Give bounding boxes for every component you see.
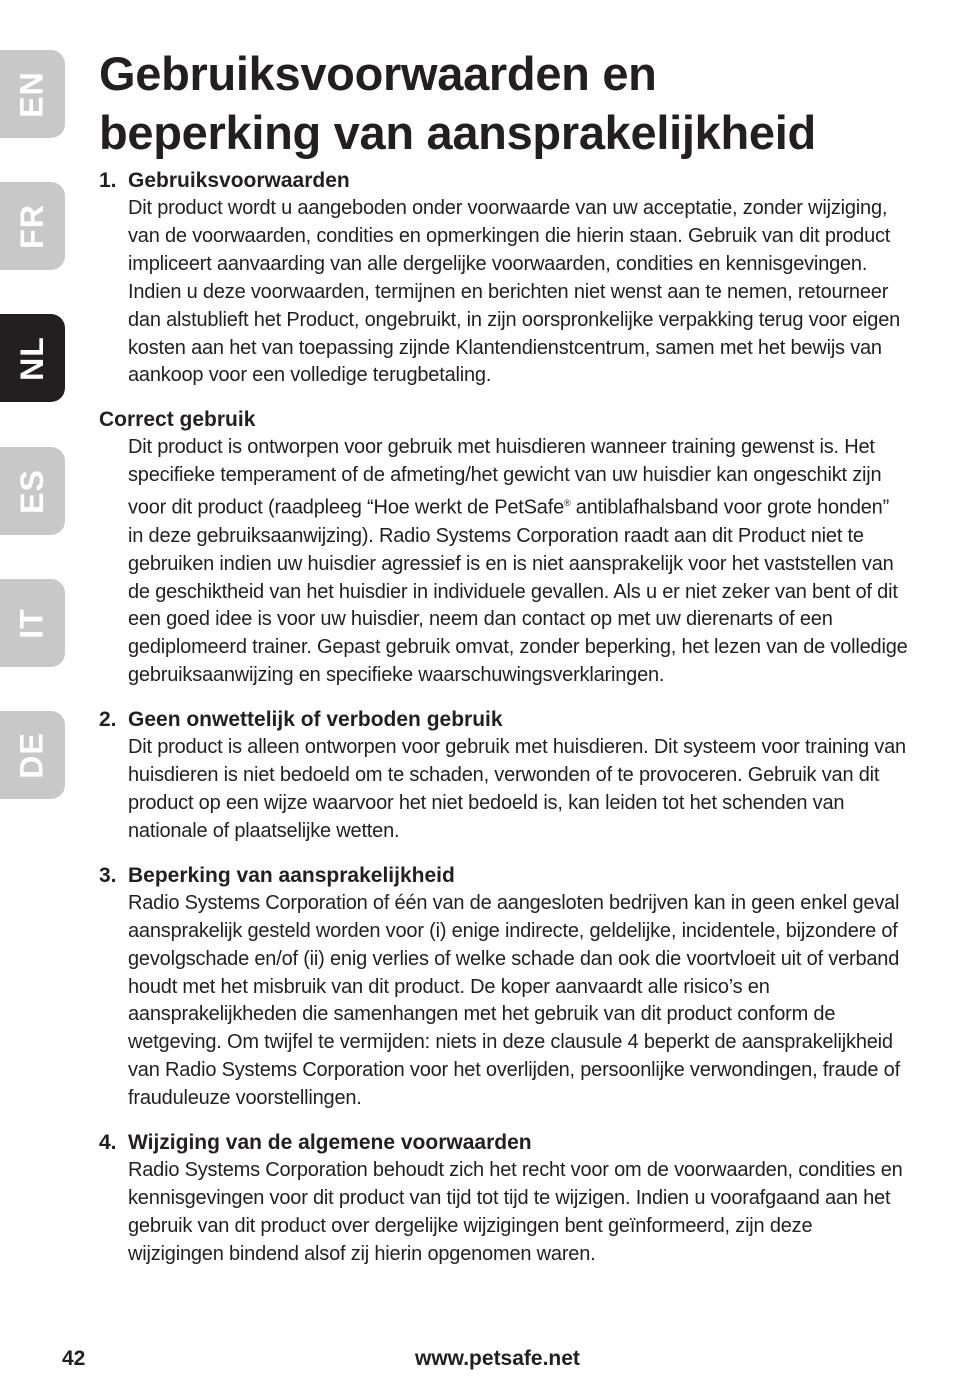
language-tab-label: EN xyxy=(13,70,50,118)
registered-mark: ® xyxy=(564,498,571,509)
language-tab-label: DE xyxy=(13,731,50,779)
language-tab-label: FR xyxy=(14,203,50,249)
language-tab-de[interactable] xyxy=(0,711,65,799)
section-heading xyxy=(99,862,909,890)
section-body-part: Dit product is ontworpen voor gebruik met huisdieren wanneer training gewenst is. Het specifieke temperament of de afmeting/het gewicht van uw huisdier kan ongeschikt zijn voor dit product (raadpleeg “Hoe werkt de PetSafe xyxy=(128,436,882,519)
section-heading xyxy=(99,167,909,195)
language-tab-fr[interactable] xyxy=(0,182,65,270)
section-title: Beperking van aansprakelijkheid xyxy=(128,863,455,887)
section-body: Dit product wordt u aangeboden onder voorwaarde van uw acceptatie, zonder wijziging, van de voorwaarden, condities en opmerkingen die hierin staan. Gebruik van dit product impliceert aanvaarding van alle dergelijke voorwaarden, condities en kennisgevingen. Indien u deze voorwaarden, termijnen en berichten niet wenst aan te nemen, retourneer dan alstublieft het Product, ongebruikt, in zijn oorspronkelijke verpakking terug voor eigen kosten aan het van toepassing zijnde Klantendienstcentrum, samen met het bewijs van aankoop voor een volledige terugbetaling. xyxy=(128,197,901,387)
section-heading xyxy=(99,1129,909,1157)
section-body: Radio Systems Corporation of één van de aangesloten bedrijven kan in geen enkel geval aansprakelijk gesteld worden voor (i) enige indirecte, geldelijke, incidentele, bijzondere of gevolgschade en/of (ii) enig verlies of welke schade dan ook die voortvloeit uit of verband houdt met het misbruik van dit product. De koper aanvaardt alle risico’s en aansprakelijkheden die samenhangen met het gebruik van dit product conform de wetgeving. Om twijfel te vermijden: niets in deze clausule 4 beperkt de aansprakelijkheid van Radio Systems Corporation voor het overlijden, persoonlijke verwondingen, fraude of frauduleuze voorstellingen. xyxy=(128,891,900,1110)
language-tab-nl[interactable] xyxy=(0,314,65,402)
section-number: 2. xyxy=(99,708,117,732)
section-body: Radio Systems Corporation behoudt zich het recht voor om de voorwaarden, condities en kennisgevingen voor dit product van tijd tot tijd te wijzigen. Indien u voorafgaand aan het gebruik van dit product over dergelijke wijzigingen bent geïnformeerd, zijn deze wijzigingen bindend alsof zij hierin opgenomen waren. xyxy=(128,1159,903,1265)
language-tab-it[interactable] xyxy=(0,579,65,667)
language-tab-label: NL xyxy=(14,335,50,381)
terms-content xyxy=(99,167,909,1285)
section-terms-of-use xyxy=(99,167,909,390)
language-tab-label: IT xyxy=(14,607,50,639)
section-heading xyxy=(99,406,909,434)
section-correct-use xyxy=(99,406,909,690)
section-body xyxy=(128,434,909,690)
section-body-part: antiblafhalsband voor grote honden” in deze gebruiksaanwijzing). Radio Systems Corporation raadt aan dit Product niet te gebruiken indien uw huisdier agressief is en is niet aansprakelijk voor het vaststellen van de geschiktheid van het huisdier in individuele gevallen. Als u er niet zeker van bent of dit een goed idee is voor uw huisdier, neem dan contact op met uw dierenarts of een gediplomeerd trainer. Gepast gebruik omvat, zonder beperking, het lezen van de volledige gebruiksaanwijzing en specifieke waarschuwingsverklaringen. xyxy=(128,496,908,687)
section-title: Gebruiksvoorwaarden xyxy=(128,169,350,192)
page-title xyxy=(99,44,919,162)
title-line-2: beperking van aansprakelijkheid xyxy=(99,106,816,159)
title-line-1: Gebruiksvoorwaarden en xyxy=(99,47,657,100)
page-number: 42 xyxy=(62,1347,86,1370)
website-link[interactable]: www.petsafe.net xyxy=(415,1347,580,1370)
language-tab-es[interactable] xyxy=(0,447,65,535)
section-title: Wijziging van de algemene voorwaarden xyxy=(128,1131,532,1155)
section-title: Correct gebruik xyxy=(99,408,256,432)
section-body: Dit product is alleen ontworpen voor gebruik met huisdieren. Dit systeem voor training van huisdieren is niet bedoeld om te schaden, verwonden of te provoceren. Gebruik van dit product op een wijze waarvoor het niet bedoeld is, kan leiden tot het schenden van nationale of plaatselijke wetten. xyxy=(128,736,906,842)
section-limitation-of-liability xyxy=(99,862,909,1113)
section-no-unlawful-use xyxy=(99,706,909,846)
section-modification-of-terms xyxy=(99,1129,909,1269)
section-number: 3. xyxy=(99,863,117,887)
section-number: 1. xyxy=(99,169,117,192)
language-tab-label: ES xyxy=(14,468,50,514)
section-heading xyxy=(99,706,909,734)
section-number: 4. xyxy=(99,1131,117,1155)
section-title: Geen onwettelijk of verboden gebruik xyxy=(128,708,503,732)
language-tab-en[interactable] xyxy=(0,50,65,138)
